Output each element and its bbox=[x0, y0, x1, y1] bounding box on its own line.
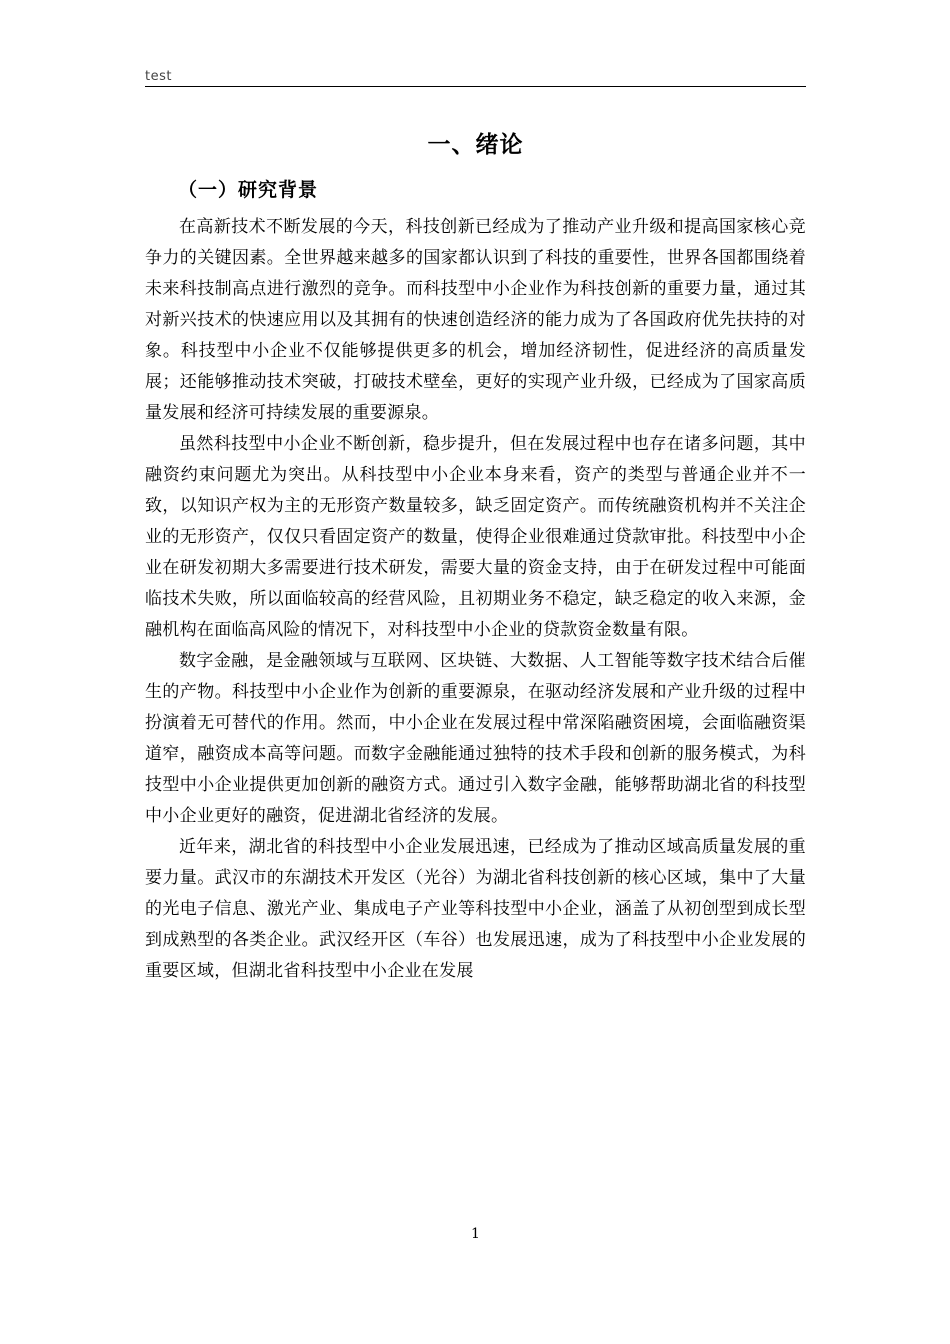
chapter-title: 一、绪论 bbox=[427, 132, 524, 158]
page-header-text: test bbox=[145, 69, 172, 84]
body-text bbox=[145, 212, 806, 987]
paragraph-3: 数字金融，是金融领域与互联网、区块链、大数据、人工智能等数字技术结合后催生的产物。科技型中小企业作为创新的重要源泉，在驱动经济发展和产业升级的过程中扮演着无可替代的作用。然而，中小企业在发展过程中常深陷融资困境，会面临融资渠道窄，融资成本高等问题。而数字金融能通过独特的技术手段和创新的服务模式，为科技型中小企业提供更加创新的融资方式。通过引入数字金融，能够帮助湖北省的科技型中小企业更好的融资，促进湖北省经济的发展。 bbox=[145, 651, 806, 826]
paragraph-2: 虽然科技型中小企业不断创新，稳步提升，但在发展过程中也存在诸多问题，其中融资约束问题尤为突出。从科技型中小企业本身来看，资产的类型与普通企业并不一致，以知识产权为主的无形资产数量较多，缺乏固定资产。而传统融资机构并不关注企业的无形资产，仅仅只看固定资产的数量，使得企业很难通过贷款审批。科技型中小企业在研发初期大多需要进行技术研发，需要大量的资金支持，由于在研发过程中可能面临技术失败，所以面临较高的经营风险，且初期业务不稳定，缺乏稳定的收入来源，金融机构在面临高风险的情况下，对科技型中小企业的贷款资金数量有限。 bbox=[145, 434, 806, 640]
header-divider bbox=[145, 86, 806, 87]
section-heading: （一）研究背景 bbox=[178, 179, 319, 201]
page-number: 1 bbox=[471, 1226, 480, 1242]
paragraph-1: 在高新技术不断发展的今天，科技创新已经成为了推动产业升级和提高国家核心竞争力的关键因素。全世界越来越多的国家都认识到了科技的重要性，世界各国都围绕着未来科技制高点进行激烈的竞争。而科技型中小企业作为科技创新的重要力量，通过其对新兴技术的快速应用以及其拥有的快速创造经济的能力成为了各国政府优先扶持的对象。科技型中小企业不仅能够提供更多的机会，增加经济韧性，促进经济的高质量发展；还能够推动技术突破，打破技术壁垒，更好的实现产业升级，已经成为了国家高质量发展和经济可持续发展的重要源泉。 bbox=[145, 217, 806, 423]
paragraph-4: 近年来，湖北省的科技型中小企业发展迅速，已经成为了推动区域高质量发展的重要力量。武汉市的东湖技术开发区（光谷）为湖北省科技创新的核心区域，集中了大量的光电子信息、激光产业、集成电子产业等科技型中小企业，涵盖了从初创型到成长型到成熟型的各类企业。武汉经开区（车谷）也发展迅速，成为了科技型中小企业发展的重要区域，但湖北省科技型中小企业在发展 bbox=[145, 837, 806, 981]
